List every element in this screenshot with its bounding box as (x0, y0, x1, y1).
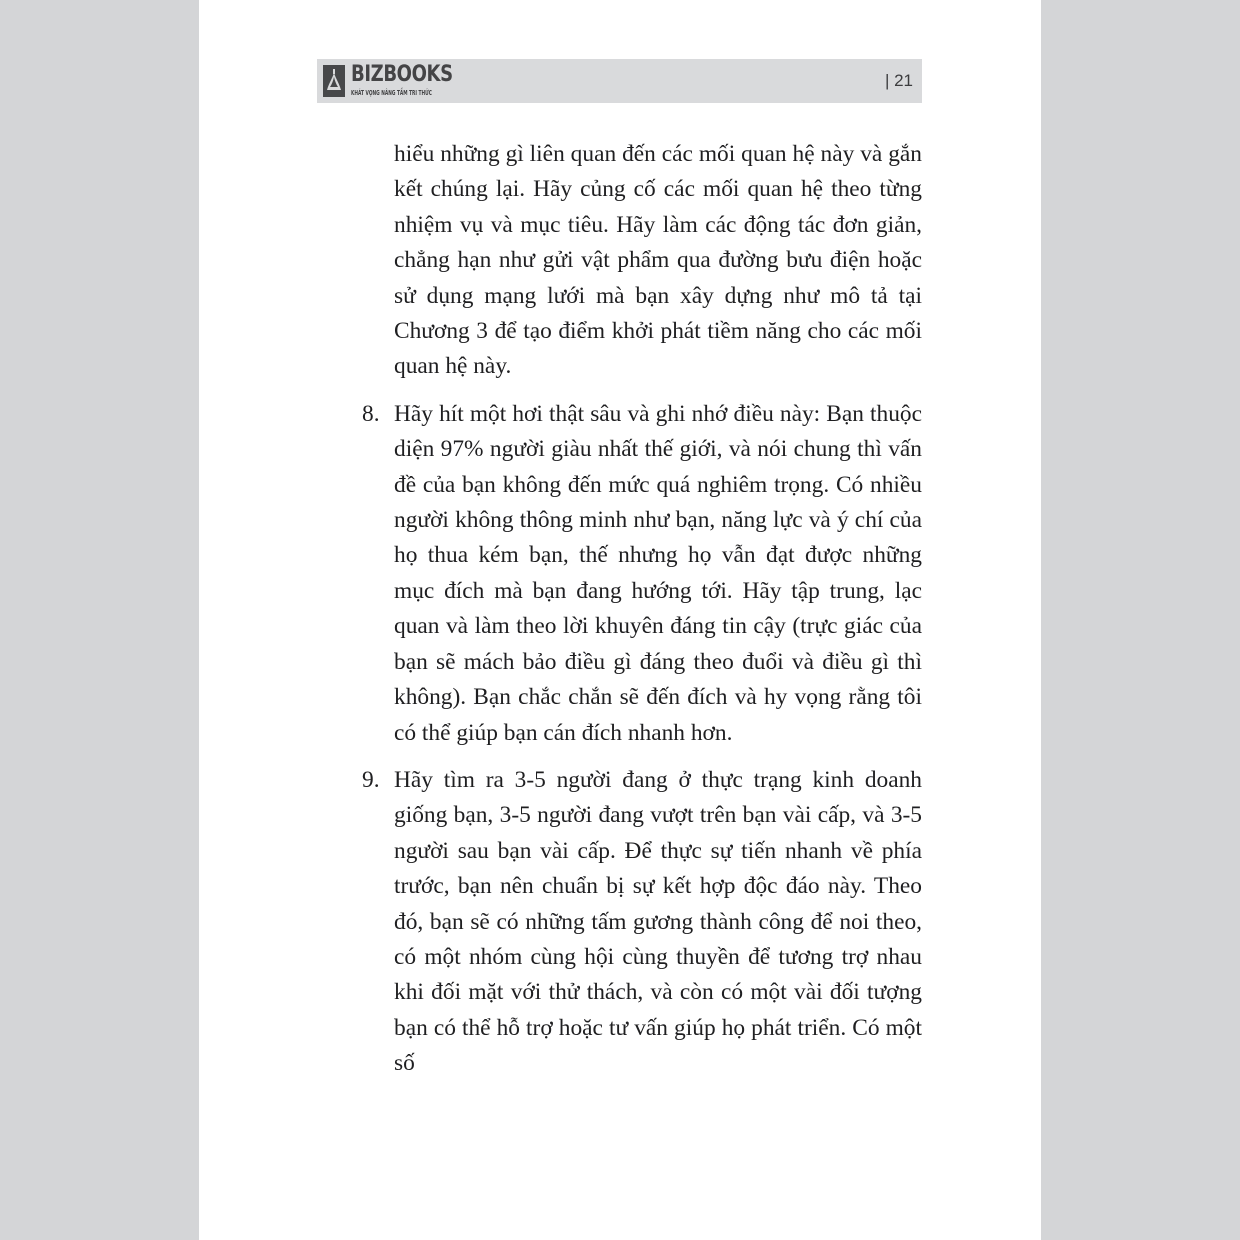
continued-paragraph: hiểu những gì liên quan đến các mối quan hệ này và gắn kết chúng lại. Hãy củng cố các mối quan hệ theo từng nhiệm vụ và mục tiêu. Hãy làm các động tác đơn giản, chẳng hạn như gửi vật phẩm qua đường bưu điện hoặc sử dụng mạng lưới mà bạn xây dựng như mô tả tại Chương 3 để tạo điểm khởi phát tiềm năng cho các mối quan hệ này. (394, 141, 922, 380)
list-item-text: Hãy tìm ra 3-5 người đang ở thực trạng kinh doanh giống bạn, 3-5 người đang vượt trên bạn vài cấp, và 3-5 người sau bạn vài cấp. Để thực sự tiến nhanh về phía trước, bạn nên chuẩn bị sự kết hợp độc đáo này. Theo đó, bạn sẽ có những tấm gương thành công để noi theo, có một nhóm cùng hội cùng thuyền để tương trợ nhau khi đối mặt với thử thách, và còn có một vài đối tượng bạn có thể hỗ trợ hoặc tư vấn giúp họ phát triển. Có một số (394, 766, 922, 1077)
bizbooks-logo-icon (323, 65, 345, 97)
list-item (362, 397, 922, 751)
page-body (362, 137, 922, 1082)
brand-tagline: KHÁT VỌNG NÂNG TẦM TRI THỨC (351, 89, 432, 97)
page-number: | 21 (884, 71, 913, 90)
list-item-number: 9. (362, 766, 380, 793)
page-header (317, 59, 922, 103)
list-item-number: 8. (362, 400, 380, 427)
book-page (199, 0, 1041, 1240)
brand-name: BIZBOOKS (351, 62, 453, 87)
list-item-text: Hãy hít một hơi thật sâu và ghi nhớ điều này: Bạn thuộc diện 97% người giàu nhất thế giới, và nói chung thì vấn đề của bạn không đến mức quá nghiêm trọng. Có nhiều người không thông minh như bạn, năng lực và ý chí của họ thua kém bạn, thế nhưng họ vẫn đạt được những mục đích mà bạn đang hướng tới. Hãy tập trung, lạc quan và làm theo lời khuyên đáng tin cậy (trực giác của bạn sẽ mách bảo điều gì đáng theo đuổi và điều gì thì không). Bạn chắc chắn sẽ đến đích và hy vọng rằng tôi có thể giúp bạn cán đích nhanh hơn. (394, 400, 922, 746)
list-item (362, 763, 922, 1082)
